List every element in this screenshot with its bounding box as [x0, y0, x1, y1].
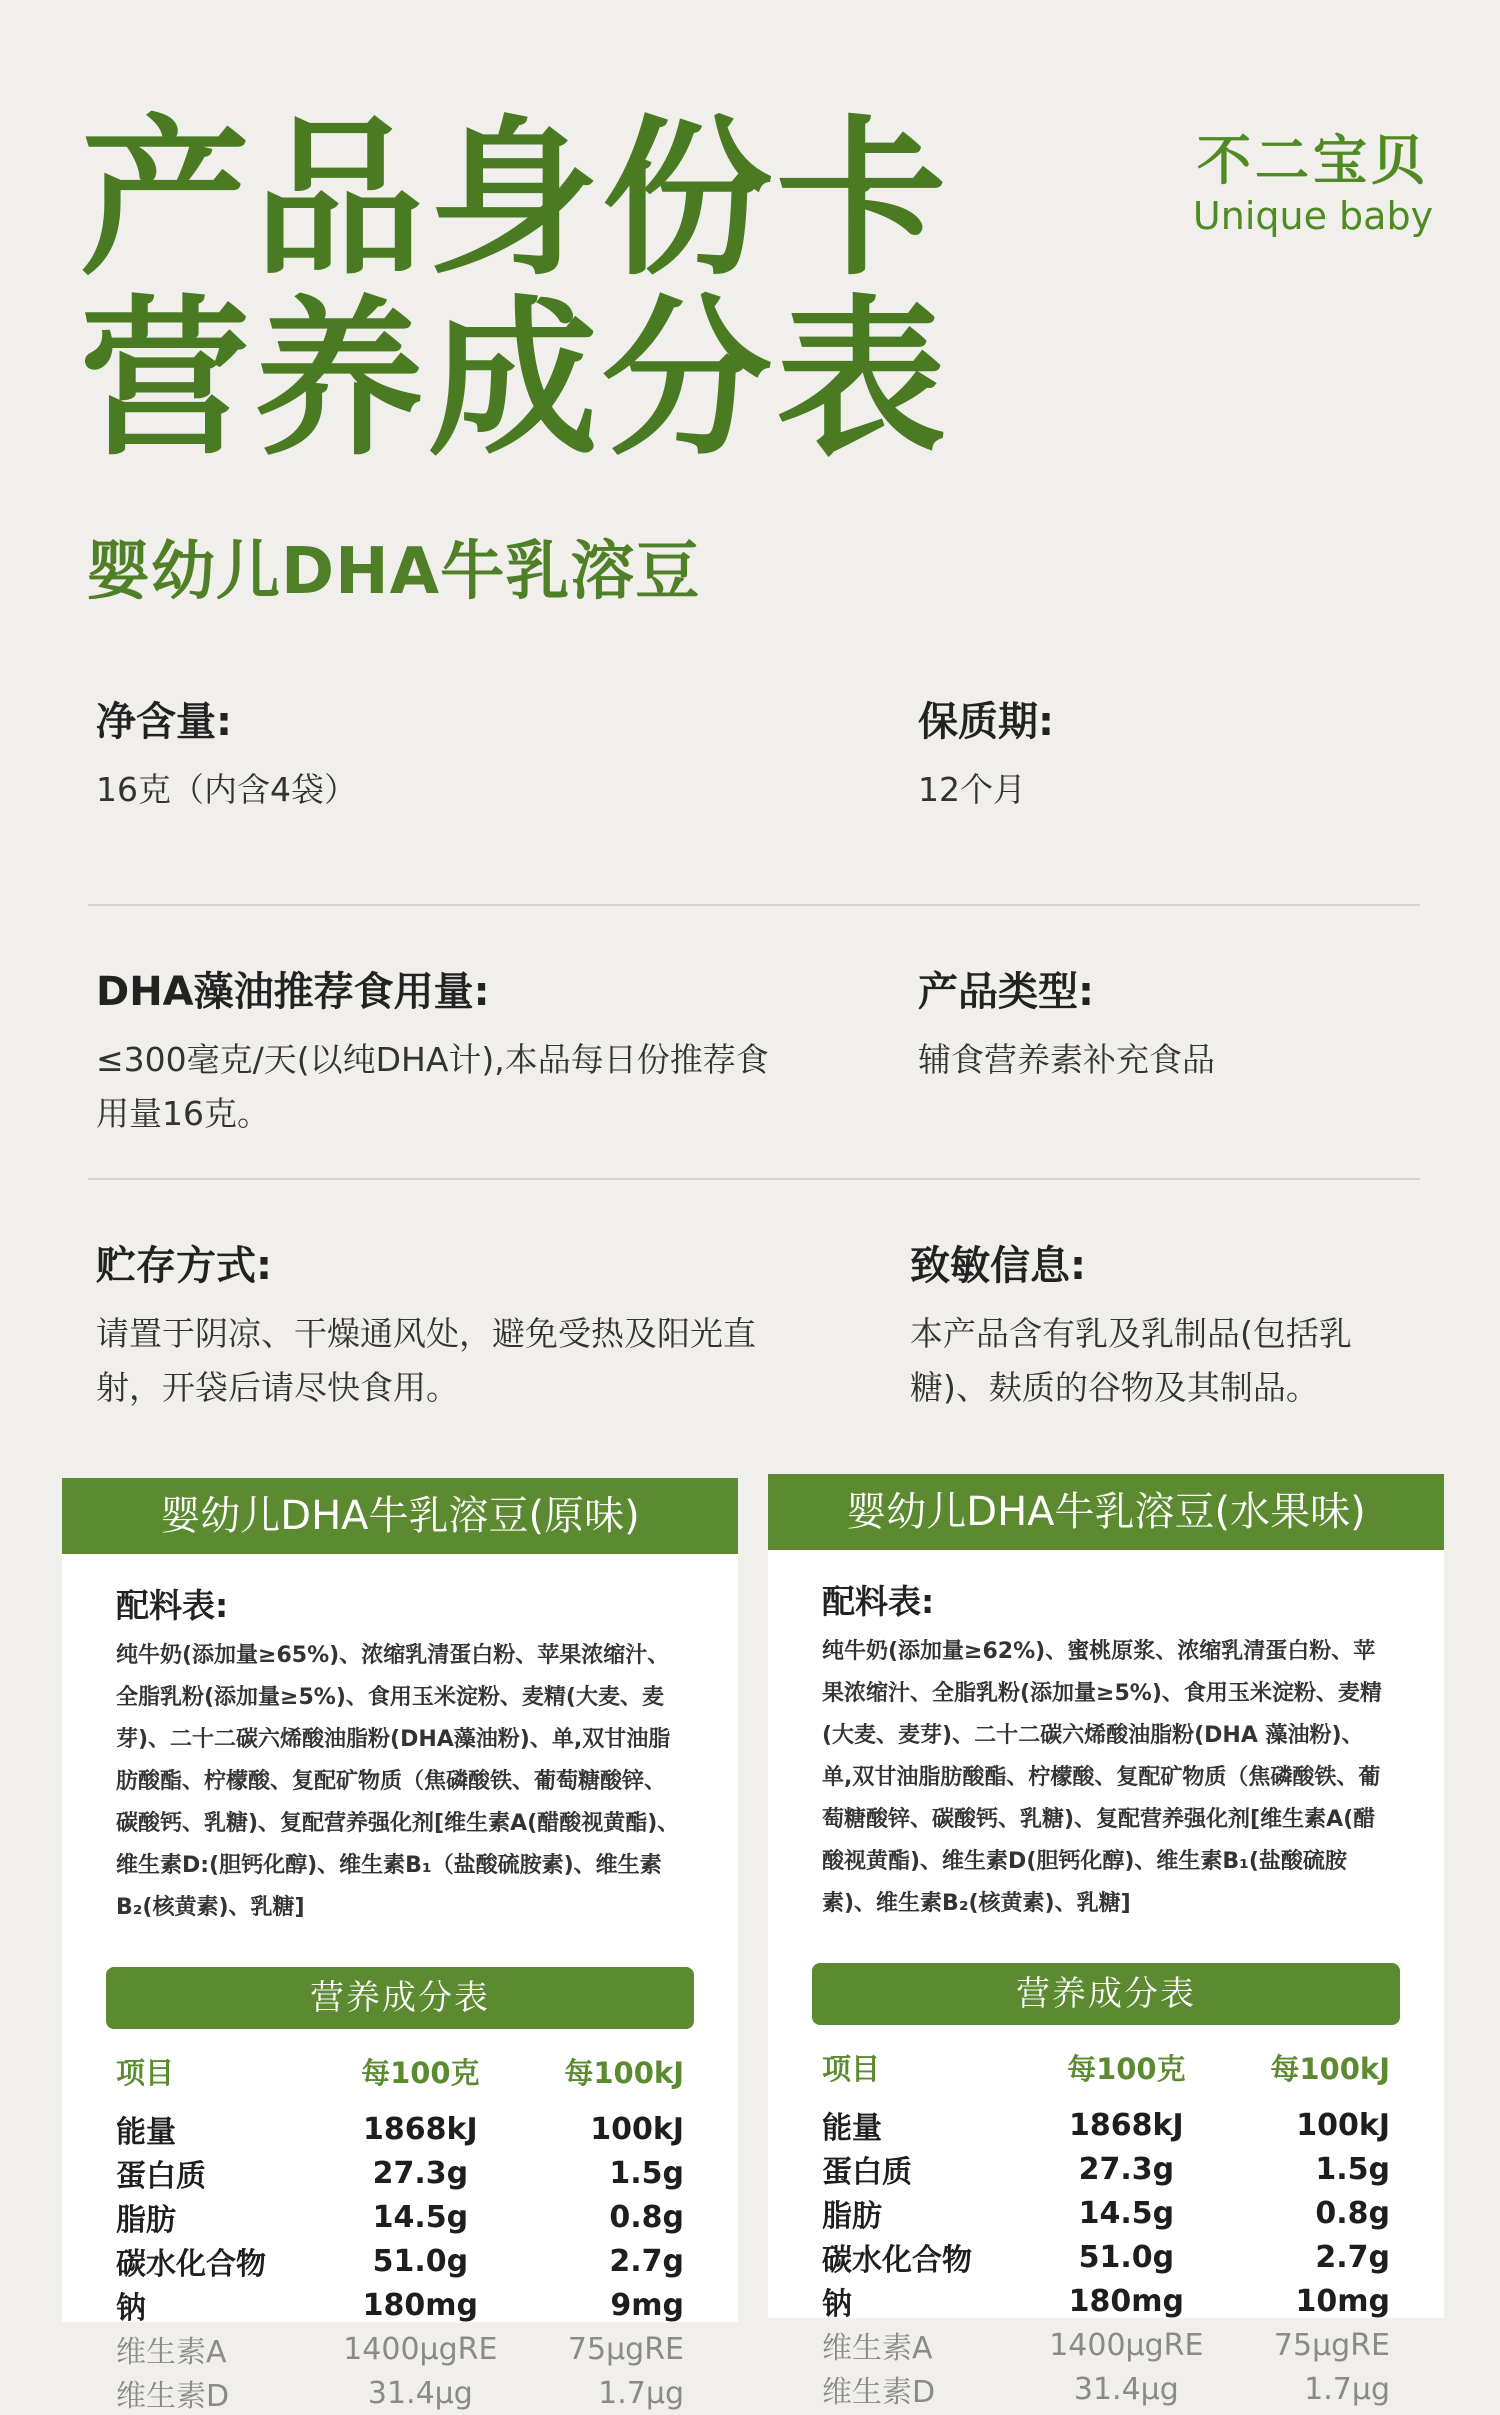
column-header-item: 项目	[822, 2051, 881, 2086]
nutrient-per-100g: 180mg	[362, 2287, 479, 2323]
page-title	[80, 101, 951, 479]
nutrient-per-100g: 14.5g	[1078, 2195, 1175, 2231]
product-type-value: 辅食营养素补充食品	[918, 1040, 1215, 1079]
nutrient-per-100kj: 2.7g	[609, 2243, 684, 2279]
nutrient-per-100kj: 100kJ	[590, 2111, 684, 2147]
nutrient-per-100g: 27.3g	[1078, 2151, 1175, 2187]
shelf-life-label: 保质期:	[918, 699, 1054, 745]
table-row	[822, 2279, 1390, 2323]
product-card-fruit	[768, 1474, 1444, 2410]
nutrient-per-100g: 1868kJ	[363, 2111, 478, 2147]
product-subtitle: 婴幼儿DHA牛乳溶豆	[86, 535, 701, 609]
table-row	[822, 2323, 1390, 2367]
table-row	[116, 2095, 684, 2151]
product-type-label: 产品类型:	[918, 969, 1094, 1015]
nutrient-per-100g: 27.3g	[372, 2155, 469, 2191]
ingredients-text: 纯牛奶(添加量≥65%)、浓缩乳清蛋白粉、苹果浓缩汁、全脂乳粉(添加量≥5%)、食用玉米淀粉、麦精(大麦、麦芽)、二十二碳六烯酸油脂粉(DHA藻油粉)、单,双甘油脂肪酸酯、柠檬酸、复配矿物质（焦磷酸铁、葡萄糖酸锌、碳酸钙、乳糖)、复配营养强化剂[维生素A(醋酸视黄酯)、维生素D:(胆钙化醇)、维生素B₁（盐酸硫胺素)、维生素B₂(核黄素)、乳糖]	[116, 1643, 680, 1920]
divider	[88, 1178, 1420, 1180]
shelf-life-block	[918, 690, 1418, 817]
dha-dosage-label: DHA藻油推荐食用量:	[96, 969, 490, 1015]
nutrient-name: 维生素D	[116, 2379, 230, 2414]
ingredients-text: 纯牛奶(添加量≥62%)、蜜桃原浆、浓缩乳清蛋白粉、苹果浓缩汁、全脂乳粉(添加量≥5%)、食用玉米淀粉、麦精(大麦、麦芽)、二十二碳六烯酸油脂粉(DHA 藻油粉)、单,双甘油脂肪酸酯、柠檬酸、复配矿物质（焦磷酸铁、葡萄糖酸锌、碳酸钙、乳糖)、复配营养强化剂[维生素A(醋酸视黄酯)、维生素D(胆钙化醇)、维生素B₁(盐酸硫胺素)、维生素B₂(核黄素)、乳糖]	[822, 1639, 1382, 1916]
nutrient-name: 蛋白质	[822, 2155, 912, 2190]
net-weight-value: 16克（内含4袋）	[96, 770, 357, 809]
table-header-row	[116, 2047, 684, 2095]
nutrient-per-100g: 31.4μg	[1073, 2371, 1179, 2407]
nutrient-per-100g: 31.4μg	[367, 2375, 473, 2411]
allergen-label: 致敏信息:	[910, 1243, 1086, 1289]
nutrition-table	[116, 2047, 684, 2415]
nutrient-name: 维生素D	[822, 2375, 936, 2410]
nutrition-title-bar: 营养成分表	[812, 1963, 1400, 2025]
ingredients-label: 配料表:	[116, 1586, 229, 1625]
nutrient-name: 钠	[822, 2287, 852, 2322]
column-header-per-100g: 每100克	[361, 2055, 480, 2090]
nutrition-title-bar: 营养成分表	[106, 1967, 694, 2029]
nutrient-per-100g: 1400μgRE	[1049, 2327, 1204, 2363]
table-row	[822, 2235, 1390, 2279]
table-row	[116, 2195, 684, 2239]
brand-logo-cn: 不二宝贝	[1197, 129, 1429, 192]
nutrient-per-100kj: 75μgRE	[567, 2331, 684, 2367]
table-row	[822, 2147, 1390, 2191]
table-row	[116, 2371, 684, 2415]
title-line-1: 产品身份卡	[80, 101, 951, 299]
shelf-life-value: 12个月	[918, 770, 1026, 809]
nutrient-per-100kj: 1.7μg	[1304, 2371, 1390, 2407]
brand-logo	[1178, 128, 1448, 238]
nutrient-per-100kj: 1.7μg	[598, 2375, 684, 2411]
ingredients-label: 配料表:	[822, 1582, 935, 1621]
brand-logo-en: Unique baby	[1192, 194, 1434, 238]
table-row	[116, 2151, 684, 2195]
nutrient-per-100kj: 75μgRE	[1273, 2327, 1390, 2363]
dha-dosage-block	[96, 960, 776, 1141]
nutrient-per-100g: 180mg	[1068, 2283, 1185, 2319]
storage-block	[96, 1234, 756, 1415]
nutrient-per-100g: 1868kJ	[1069, 2107, 1184, 2143]
storage-label: 贮存方式:	[96, 1243, 272, 1289]
table-row	[822, 2191, 1390, 2235]
nutrient-name: 蛋白质	[116, 2159, 206, 2194]
column-header-per-100kj: 每100kJ	[564, 2055, 684, 2090]
divider	[88, 904, 1420, 906]
nutrient-name: 脂肪	[822, 2199, 882, 2234]
table-row	[822, 2091, 1390, 2147]
dha-dosage-value: ≤300毫克/天(以纯DHA计),本品每日份推荐食用量16克。	[96, 1040, 769, 1133]
nutrient-name: 维生素A	[116, 2335, 227, 2370]
product-card-original	[62, 1478, 738, 2414]
table-row	[822, 2367, 1390, 2411]
nutrient-per-100kj: 10mg	[1295, 2283, 1390, 2319]
nutrient-name: 能量	[822, 2111, 882, 2146]
net-weight-label: 净含量:	[96, 699, 232, 745]
nutrient-per-100kj: 9mg	[610, 2287, 684, 2323]
nutrient-name: 碳水化合物	[822, 2243, 972, 2278]
nutrient-per-100g: 1400μgRE	[343, 2331, 498, 2367]
nutrition-table	[822, 2043, 1390, 2411]
allergen-block	[910, 1234, 1410, 1415]
title-line-2: 营养成分表	[80, 281, 951, 479]
nutrient-name: 碳水化合物	[116, 2247, 266, 2282]
column-header-per-100g: 每100克	[1067, 2051, 1186, 2086]
nutrient-per-100kj: 0.8g	[609, 2199, 684, 2235]
net-weight-block	[96, 690, 796, 817]
nutrient-name: 脂肪	[116, 2203, 176, 2238]
storage-value: 请置于阴凉、干燥通风处，避免受热及阳光直射，开袋后请尽快食用。	[96, 1314, 756, 1407]
nutrient-name: 钠	[116, 2291, 146, 2326]
nutrient-per-100kj: 0.8g	[1315, 2195, 1390, 2231]
column-header-per-100kj: 每100kJ	[1270, 2051, 1390, 2086]
product-type-block	[918, 960, 1418, 1087]
nutrient-name: 能量	[116, 2115, 176, 2150]
nutrient-per-100g: 51.0g	[1078, 2239, 1175, 2275]
allergen-value: 本产品含有乳及乳制品(包括乳糖)、麸质的谷物及其制品。	[910, 1314, 1352, 1407]
table-header-row	[822, 2043, 1390, 2091]
card-title: 婴幼儿DHA牛乳溶豆(原味)	[62, 1478, 738, 1554]
column-header-item: 项目	[116, 2055, 175, 2090]
nutrient-per-100g: 51.0g	[372, 2243, 469, 2279]
nutrient-per-100kj: 100kJ	[1296, 2107, 1390, 2143]
nutrient-per-100g: 14.5g	[372, 2199, 469, 2235]
table-row	[116, 2283, 684, 2327]
nutrient-name: 维生素A	[822, 2331, 933, 2366]
table-row	[116, 2327, 684, 2371]
nutrient-per-100kj: 1.5g	[609, 2155, 684, 2191]
table-row	[116, 2239, 684, 2283]
card-title: 婴幼儿DHA牛乳溶豆(水果味)	[768, 1474, 1444, 1550]
nutrient-per-100kj: 2.7g	[1315, 2239, 1390, 2275]
nutrient-per-100kj: 1.5g	[1315, 2151, 1390, 2187]
